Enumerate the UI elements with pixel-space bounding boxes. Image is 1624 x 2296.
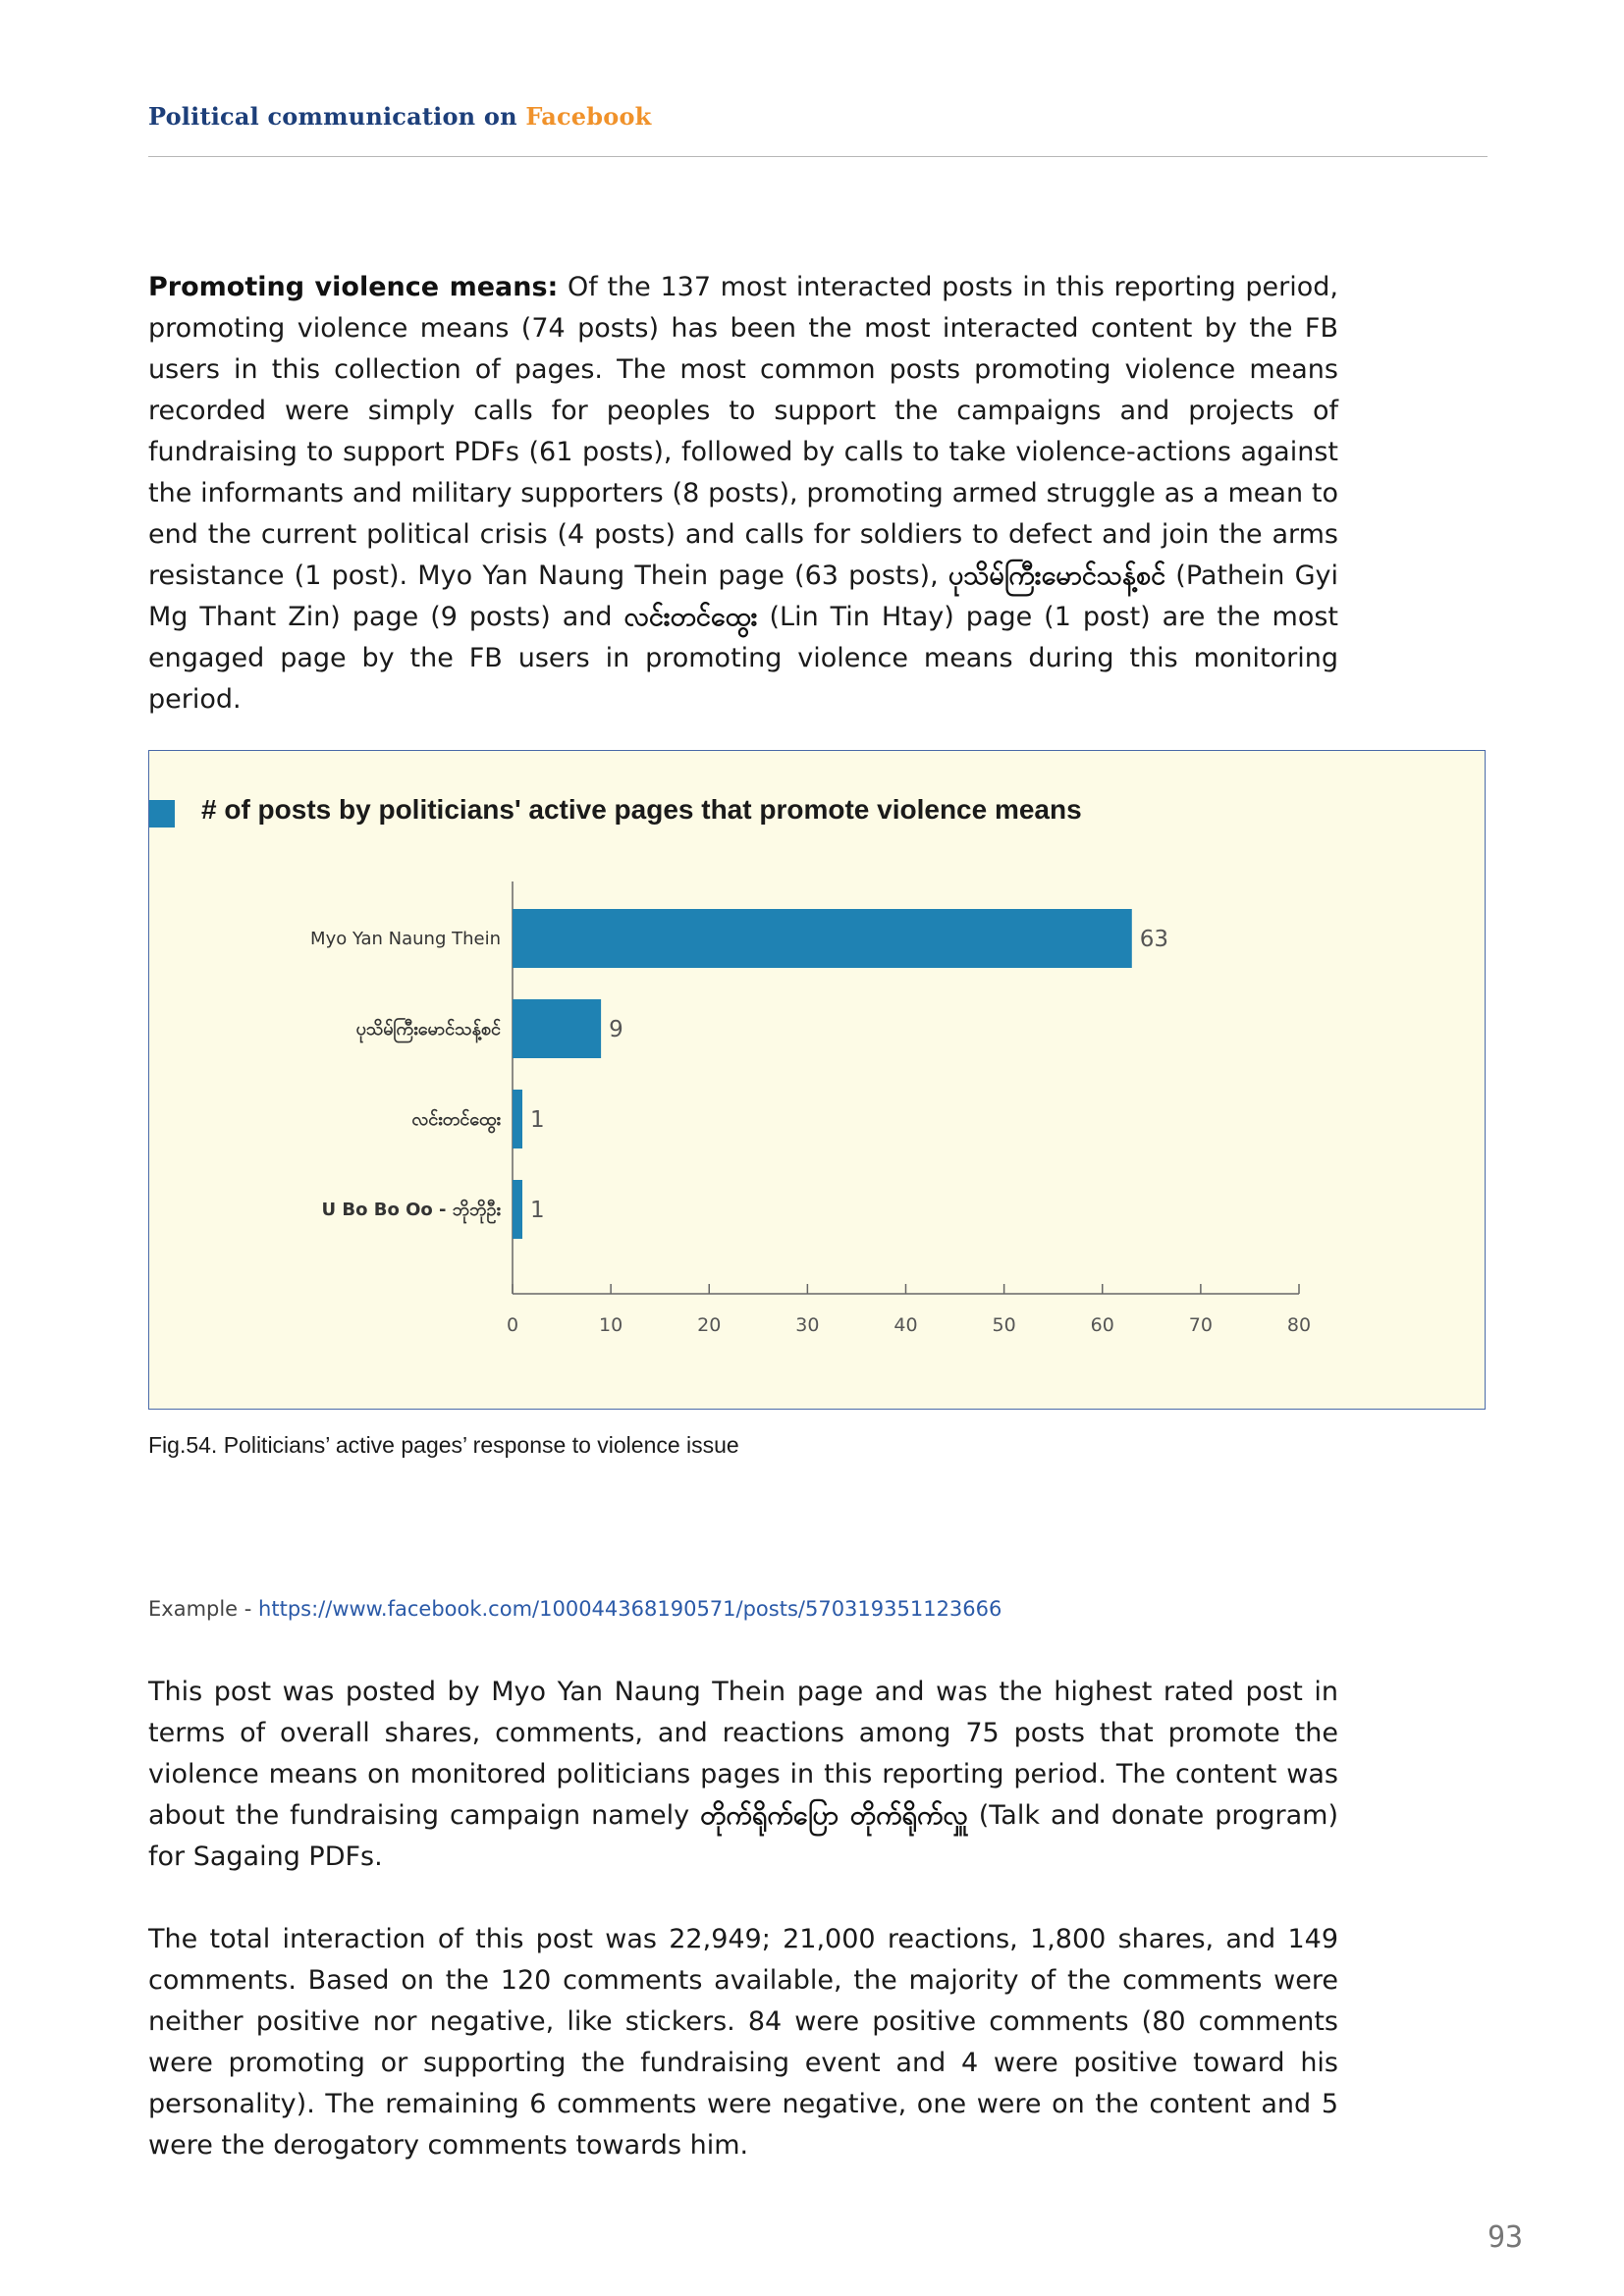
paragraph-violence-means	[148, 267, 1338, 721]
bar-value-label: 63	[1139, 927, 1169, 952]
header-divider	[148, 156, 1488, 157]
chart-title: # of posts by politicians' active pages that promote violence means	[201, 794, 1082, 825]
category-label: Myo Yan Naung Thein	[310, 929, 501, 949]
burmese-campaign-name: တိုက်ရိုက်ပြော တိုက်ရိုက်လှူ	[700, 1800, 968, 1831]
paragraph-interactions: The total interaction of this post was 22,949; 21,000 reactions, 1,800 shares, and 149 comments. Based on the 120 comments available, the majority of the comments were neither positive nor negative, like stickers. 84 were positive comments (80 comments were promoting or supporting the fundraising event and 4 were positive toward his personality). The remaining 6 comments were negative, one were on the content and 5 were the derogatory comments towards him.	[148, 1924, 1338, 2161]
page-number: 93	[1488, 2220, 1524, 2255]
paragraph-lead: Promoting violence means:	[148, 272, 559, 302]
running-header	[148, 102, 652, 131]
x-tick-label: 30	[795, 1314, 820, 1336]
example-link[interactable]: https://www.facebook.com/100044368190571/posts/570319351123666	[258, 1597, 1002, 1621]
paragraph-text: (Lin Tin Htay) page (1 post) are the most engaged page by the FB users in promoting violence means during this monitoring period.	[148, 602, 1339, 715]
burmese-page-name: ပုသိမ်ကြီးမောင်သန့်စင်	[947, 561, 1166, 591]
x-tick-label: 70	[1188, 1314, 1213, 1336]
header-facebook: Facebook	[525, 102, 652, 131]
paragraph-text: This post was posted by Myo Yan Naung Thein page and was the highest rated post in terms of overall shares, comments, and reactions among 75 posts that promote the violence means on monitored politicians pages in this reporting period. The content was about the fundraising campaign namely	[148, 1677, 1338, 1831]
x-tick-label: 40	[893, 1314, 918, 1336]
x-tick-label: 60	[1090, 1314, 1114, 1336]
category-label: ပုသိမ်ကြီးမောင်သန့်စင်	[355, 1019, 501, 1040]
x-tick-label: 0	[506, 1314, 519, 1336]
x-tick-label: 50	[992, 1314, 1016, 1336]
bar	[513, 1180, 522, 1239]
bar-value-label: 9	[609, 1017, 623, 1042]
example-line	[148, 1597, 1001, 1621]
figure-caption: Fig.54. Politicians’ active pages’ response to violence issue	[148, 1432, 739, 1458]
bar-value-label: 1	[530, 1198, 545, 1223]
chart-container	[148, 750, 1486, 1410]
paragraph-text: (Pathein Gyi Mg Thant Zin) page (9 posts) and	[148, 561, 1339, 632]
example-prefix: Example -	[148, 1597, 259, 1621]
category-label: လင်းတင်ထွေး	[411, 1109, 501, 1130]
bar	[513, 909, 1132, 968]
x-tick-label: 80	[1286, 1314, 1312, 1336]
paragraph-post-description	[148, 1672, 1338, 1878]
burmese-page-name: လင်းတင်ထွေး	[623, 602, 758, 632]
paragraph-text: Of the 137 most interacted posts in this reporting period, promoting violence means (74 posts) has been the most interacted content by the FB users in this collection of pages. The most common posts promoting violence means recorded were simply calls for peoples to support the campaigns and projects of fundraising to support PDFs (61 posts), followed by calls to take violence-actions against the informants and military supporters (8 posts), promoting armed struggle as a mean to end the current political crisis (4 posts) and calls for soldiers to defect and join the arms resistance (1 post). Myo Yan Naung Thein page (63 posts),	[148, 272, 1338, 591]
bar-value-label: 1	[530, 1107, 545, 1133]
header-title: Political communication on	[148, 102, 517, 131]
paragraph-text: (Talk and donate program) for Sagaing PDFs.	[148, 1800, 1339, 1872]
bar-chart	[149, 751, 1485, 1409]
bar	[513, 999, 601, 1058]
bar	[513, 1090, 522, 1148]
category-label: U Bo Bo Oo - ဘိုဘိုဦး	[321, 1200, 501, 1220]
x-tick-label: 20	[697, 1314, 722, 1336]
x-tick-label: 10	[599, 1314, 623, 1336]
